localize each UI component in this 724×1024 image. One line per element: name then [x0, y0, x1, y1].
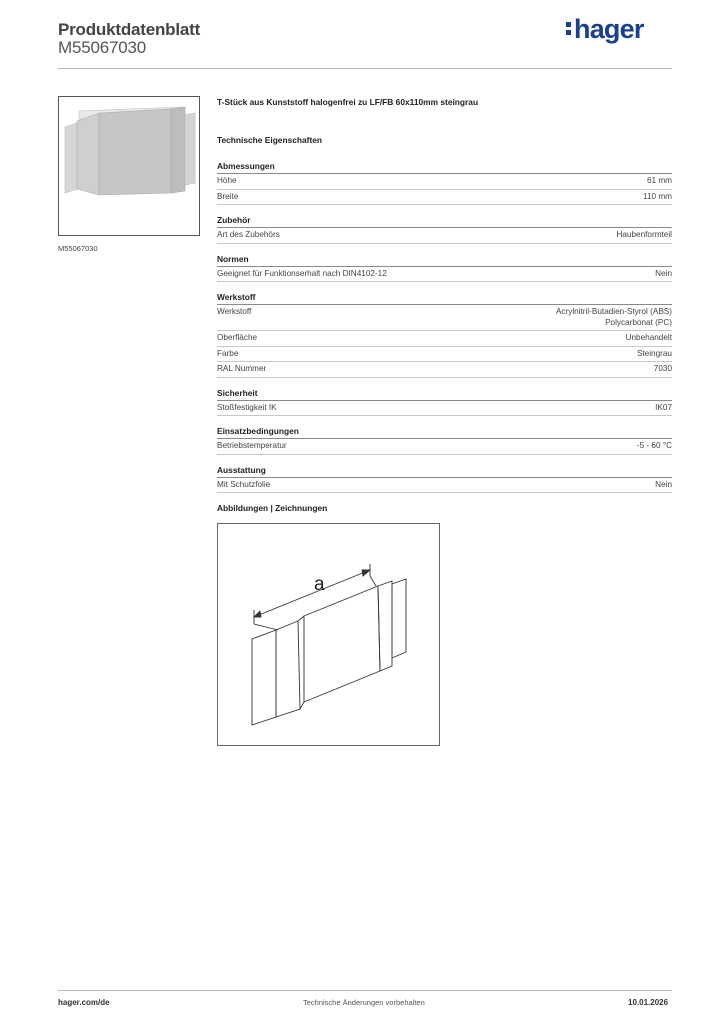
- dimension-a-label: a: [314, 574, 325, 595]
- spec-group: [217, 465, 672, 494]
- spec-group: [217, 161, 672, 205]
- spec-label: Stoßfestigkeit IK: [217, 402, 277, 412]
- footer-divider: [58, 990, 672, 991]
- spec-row: [217, 347, 672, 363]
- technical-properties-heading: Technische Eigenschaften: [217, 135, 323, 145]
- tee-piece-drawing-icon: [218, 524, 439, 745]
- spec-row: [217, 174, 672, 190]
- product-description: T-Stück aus Kunststoff halogenfrei zu LF/FB 60x110mm steingrau: [217, 97, 479, 107]
- logo-dots-icon: [566, 19, 572, 36]
- spec-label: Betriebstemperatur: [217, 441, 287, 450]
- spec-row: [217, 478, 672, 494]
- spec-row: [217, 439, 672, 455]
- spec-value: [616, 230, 672, 241]
- spec-value-line: IK07: [655, 402, 672, 412]
- spec-value-line: Haubenformteil: [616, 230, 672, 239]
- spec-value-line: Nein: [655, 268, 672, 278]
- spec-value: [637, 441, 672, 452]
- spec-row: [217, 401, 672, 417]
- spec-value: [655, 480, 672, 491]
- spec-group: [217, 388, 672, 417]
- drawings-heading: Abbildungen | Zeichnungen: [217, 503, 328, 513]
- spec-value-line: Unbehandelt: [625, 333, 672, 342]
- spec-content: [217, 97, 672, 503]
- spec-label: Oberfläche: [217, 333, 258, 342]
- spec-group-title: Normen: [217, 254, 672, 267]
- header-divider: [58, 68, 672, 69]
- spec-group-title: Werkstoff: [217, 292, 672, 305]
- spec-label: Breite: [217, 191, 239, 201]
- logo-text: hager: [574, 14, 644, 44]
- spec-label: Art des Zubehörs: [217, 230, 280, 239]
- spec-row: [217, 305, 672, 331]
- spec-value: [626, 333, 672, 344]
- spec-value: [556, 307, 672, 328]
- spec-row: [217, 331, 672, 347]
- page-title: Produktdatenblatt: [58, 20, 201, 39]
- product-image: [58, 96, 200, 236]
- spec-value-line: Polycarbonat (PC): [605, 317, 672, 327]
- spec-group-title: Abmessungen: [217, 161, 672, 174]
- spec-value-line: Steingrau: [636, 348, 672, 358]
- spec-value-line: Acrylnitril-Butadien-Styrol (ABS): [555, 307, 672, 316]
- spec-value: [643, 192, 672, 203]
- spec-row: [217, 228, 672, 244]
- spec-group: [217, 426, 672, 455]
- spec-group-title: Einsatzbedingungen: [217, 426, 672, 439]
- spec-value: [655, 269, 672, 280]
- spec-group: [217, 254, 672, 283]
- technical-drawing: [217, 523, 440, 746]
- spec-label: Mit Schutzfolie: [217, 479, 271, 489]
- spec-group-title: Zubehör: [217, 215, 672, 228]
- spec-group-title: Sicherheit: [217, 388, 672, 401]
- spec-row: [217, 267, 672, 283]
- spec-label: Höhe: [217, 176, 237, 185]
- spec-group-title: Ausstattung: [217, 465, 672, 478]
- article-number: M55067030: [58, 38, 146, 57]
- spec-label: RAL Nummer: [217, 364, 267, 373]
- spec-label: Werkstoff: [217, 307, 252, 316]
- spec-row: [217, 362, 672, 378]
- spec-value-line: Nein: [655, 479, 672, 489]
- spec-row: [217, 190, 672, 206]
- tee-piece-photo-icon: [59, 97, 199, 235]
- footer-website-link[interactable]: hager.com/de: [58, 998, 110, 1007]
- footer-notice: Technische Änderungen vorbehalten: [303, 998, 425, 1007]
- spec-groups: [217, 161, 672, 493]
- spec-label: Geeignet für Funktionserhalt nach DIN4102-12: [217, 268, 387, 278]
- spec-value: [647, 176, 672, 187]
- spec-value: [637, 349, 672, 360]
- spec-value-line: 110 mm: [643, 191, 672, 201]
- spec-group: [217, 292, 672, 378]
- spec-value: [654, 364, 672, 375]
- footer-date: 10.01.2026: [628, 998, 669, 1007]
- spec-value: [655, 403, 672, 414]
- spec-value-line: 7030: [653, 364, 672, 373]
- product-image-label: M55067030: [58, 244, 98, 253]
- spec-value-line: -5 - 60 °C: [636, 441, 672, 450]
- spec-group: [217, 215, 672, 244]
- spec-label: Farbe: [217, 348, 239, 358]
- hager-logo[interactable]: [566, 14, 644, 45]
- spec-value-line: 61 mm: [646, 176, 672, 185]
